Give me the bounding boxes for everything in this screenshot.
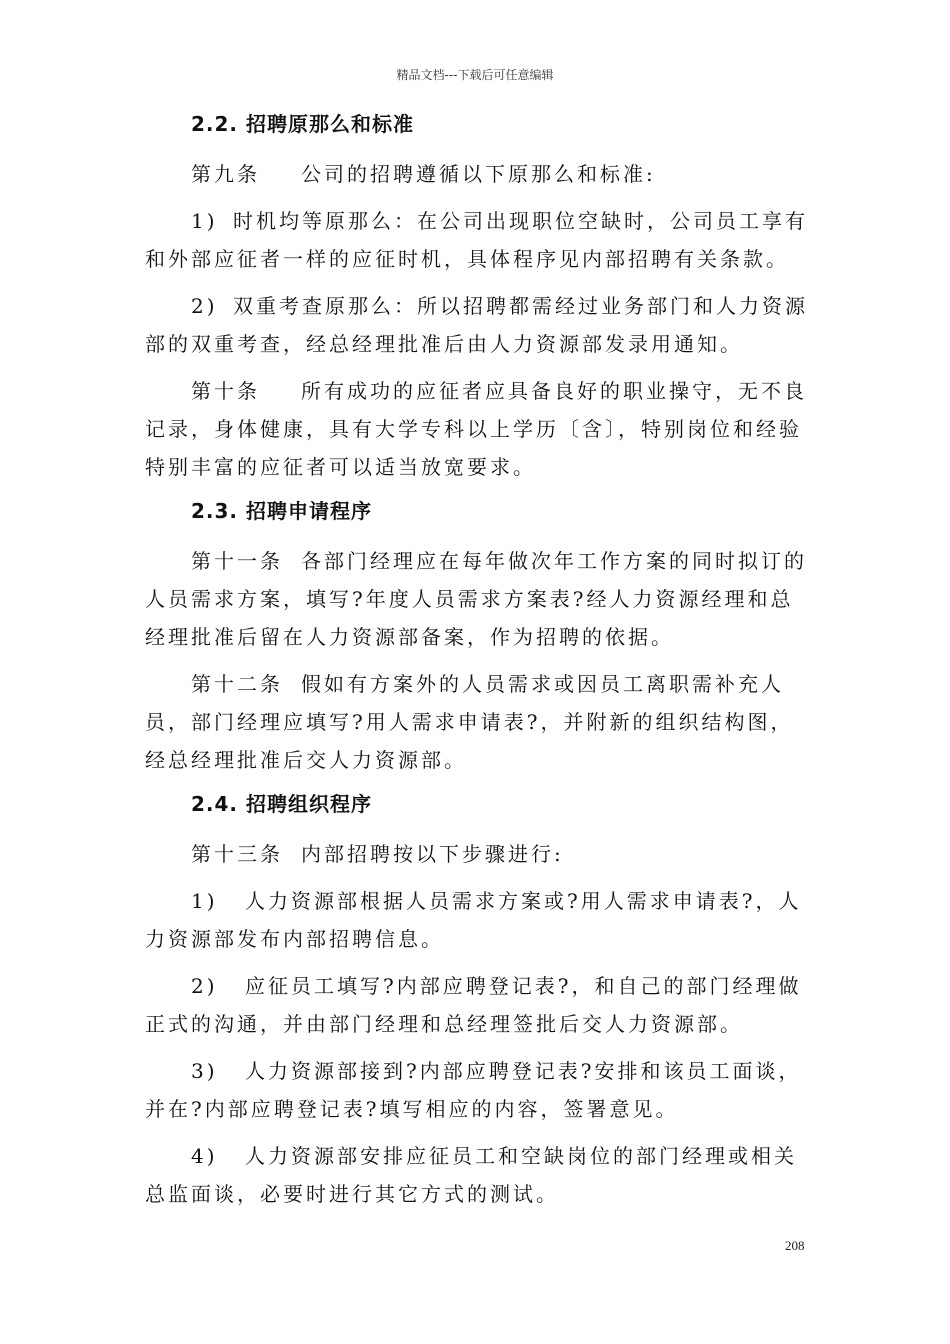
article-11	[145, 542, 810, 656]
section-heading-2-2: 2.2. 招聘原那么和标准	[191, 112, 414, 136]
step-2	[145, 967, 810, 1043]
article-label: 第十一条	[191, 549, 283, 573]
article-label: 第十二条	[191, 672, 283, 696]
list-number: 3)	[191, 1059, 218, 1083]
article-text: 所有成功的应征者应具备良好的职业操守，无不良记录，身体健康，具有大学专科以上学历〔含〕，特别岗位和经验特别丰富的应征者可以适当放宽要求。	[145, 379, 807, 479]
list-text: 时机均等原那么：在公司出现职位空缺时，公司员工享有和外部应征者一样的应征时机，具体程序见内部招聘有关条款。	[145, 209, 808, 271]
list-text: 人力资源部安排应征员工和空缺岗位的部门经理或相关总监面谈，必要时进行其它方式的测试。	[145, 1144, 797, 1206]
article-text: 内部招聘按以下步骤进行:	[301, 842, 564, 866]
article-text: 各部门经理应在每年做次年工作方案的同时拟订的人员需求方案，填写?年度人员需求方案表?经人力资源经理和总经理批准后留在人力资源部备案，作为招聘的依据。	[145, 549, 807, 649]
step-4	[145, 1137, 810, 1213]
page-number: 208	[785, 1238, 805, 1253]
list-item-1	[145, 202, 810, 278]
list-number: 1)	[191, 209, 218, 233]
section-heading-2-4: 2.4. 招聘组织程序	[191, 792, 372, 816]
list-text: 人力资源部接到?内部应聘登记表?安排和该员工面谈，并在?内部应聘登记表?填写相应的内容，签署意见。	[145, 1059, 802, 1121]
document-body	[145, 108, 810, 1222]
article-9	[145, 155, 810, 193]
article-label: 第九条	[191, 162, 260, 186]
article-label: 第十三条	[191, 842, 283, 866]
step-3	[145, 1052, 810, 1128]
list-number: 2)	[191, 294, 218, 318]
list-text: 人力资源部根据人员需求方案或?用人需求申请表?，人力资源部发布内部招聘信息。	[145, 889, 802, 951]
article-13	[145, 835, 810, 873]
list-text: 应征员工填写?内部应聘登记表?，和自己的部门经理做正式的沟通，并由部门经理和总经理签批后交人力资源部。	[145, 974, 802, 1036]
article-12	[145, 665, 810, 779]
step-1	[145, 882, 810, 958]
list-text: 双重考查原那么：所以招聘都需经过业务部门和人力资源部的双重考查，经总经理批准后由人力资源部发录用通知。	[145, 294, 808, 356]
article-text: 假如有方案外的人员需求或因员工离职需补充人员，部门经理应填写?用人需求申请表?，并附新的组织结构图，经总经理批准后交人力资源部。	[145, 672, 794, 772]
page-header: 精品文档---下载后可任意编辑	[396, 68, 554, 82]
article-label: 第十条	[191, 379, 260, 403]
list-number: 4)	[191, 1144, 218, 1168]
list-number: 2)	[191, 974, 218, 998]
list-number: 1)	[191, 889, 218, 913]
article-text: 公司的招聘遵循以下原那么和标准:	[301, 162, 656, 186]
list-item-2	[145, 287, 810, 363]
section-heading-2-3: 2.3. 招聘申请程序	[191, 499, 372, 523]
article-10	[145, 372, 810, 486]
